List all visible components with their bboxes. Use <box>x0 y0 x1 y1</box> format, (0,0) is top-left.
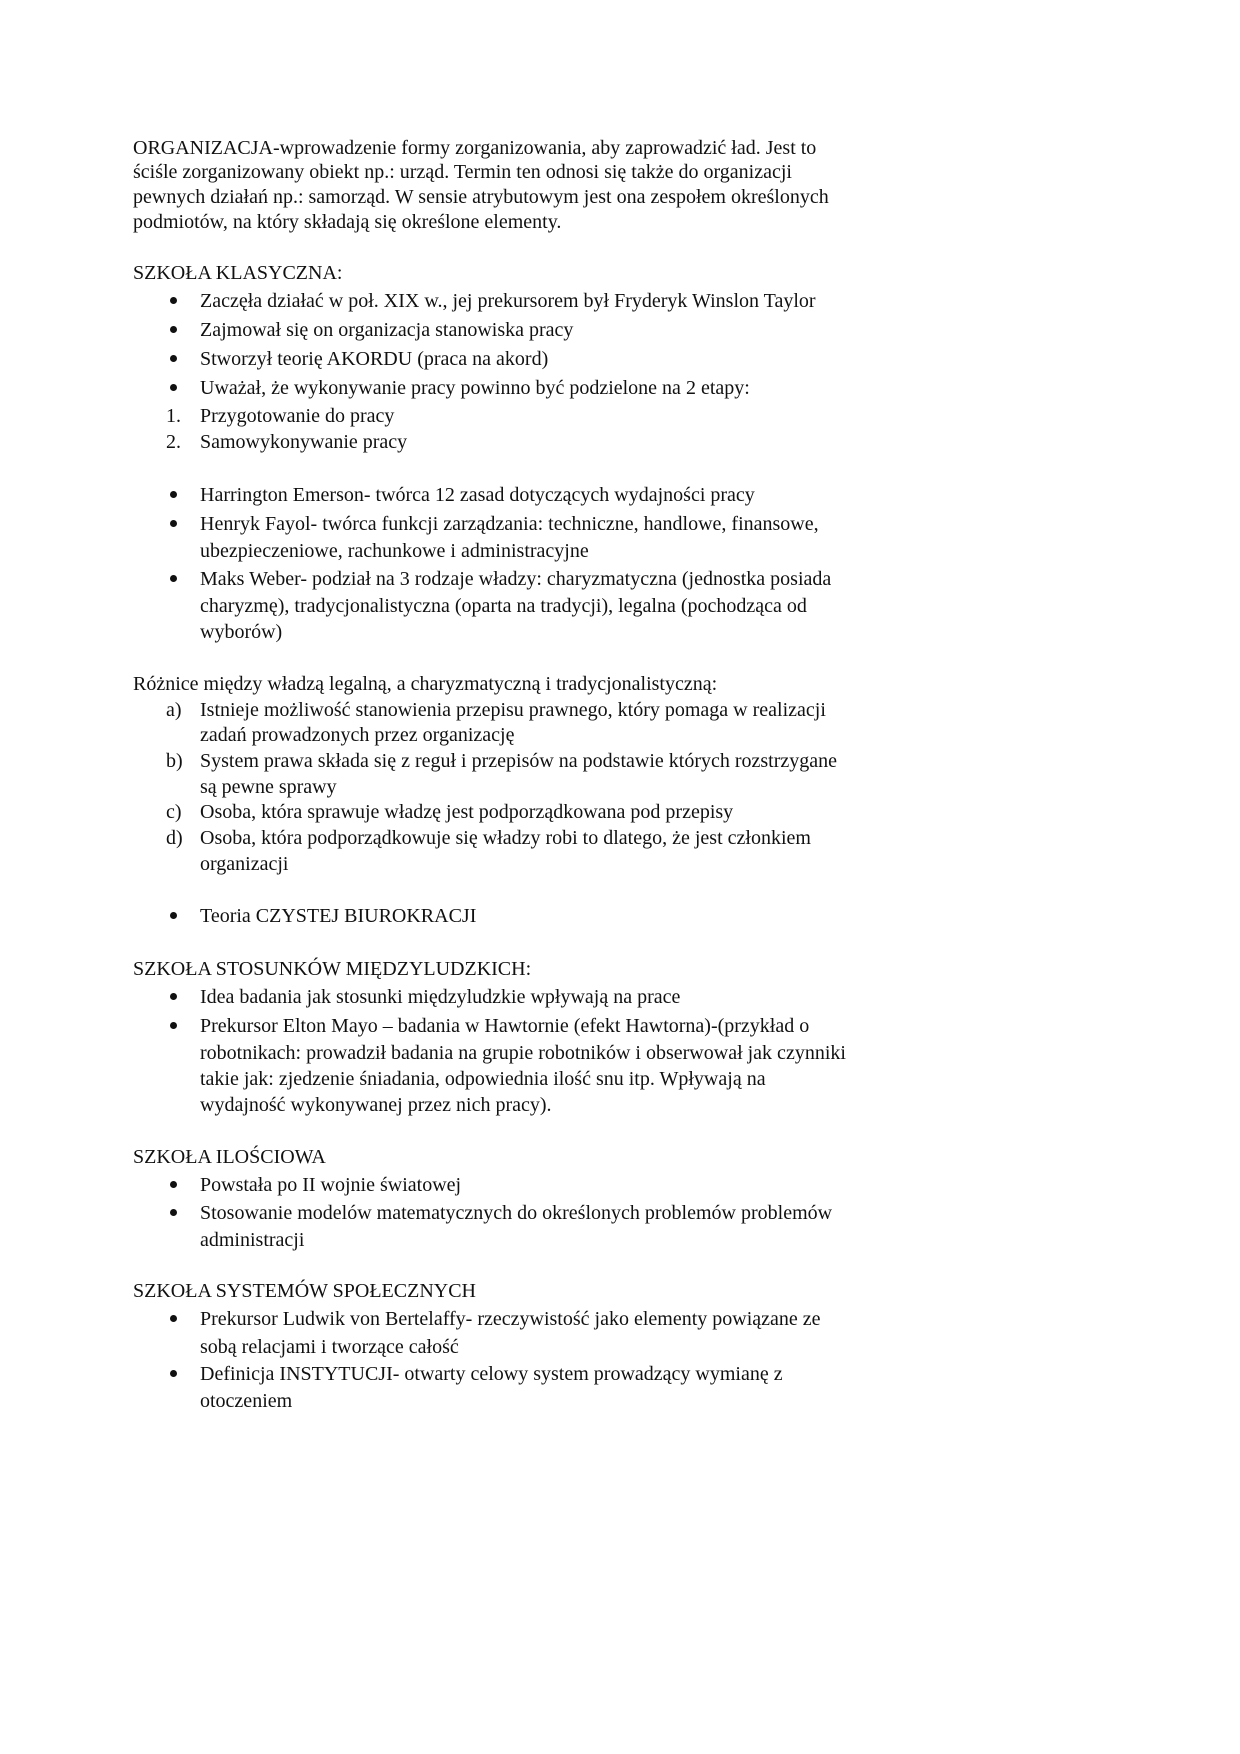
bullet-icon <box>170 384 177 391</box>
section-heading: Różnice między władzą legalną, a charyzmatyczną i tradycjonalistyczną: <box>133 673 718 695</box>
bullet-icon <box>170 993 177 1000</box>
list-item: Stworzył teorię AKORDU (praca na akord) <box>200 348 549 370</box>
bullet-icon <box>170 912 177 919</box>
list-item: Osoba, która podporządkowuje się władzy robi to dlatego, że jest członkiem <box>200 827 811 849</box>
list-item-continuation: charyzmę), tradycjonalistyczna (oparta na tradycji), legalna (pochodząca od <box>200 595 807 617</box>
list-item: Prekursor Elton Mayo – badania w Hawtornie (efekt Hawtorna)-(przykład o <box>200 1015 810 1037</box>
list-item: Henryk Fayol- twórca funkcji zarządzania: techniczne, handlowe, finansowe, <box>200 513 819 535</box>
list-marker: c) <box>166 801 182 823</box>
list-marker: 2. <box>166 431 181 453</box>
list-item-continuation: organizacji <box>200 853 289 875</box>
bullet-icon <box>170 1181 177 1188</box>
bullet-icon <box>170 1022 177 1029</box>
list-item-continuation: są pewne sprawy <box>200 776 337 798</box>
list-marker: 1. <box>166 405 181 427</box>
text-line: ściśle zorganizowany obiekt np.: urząd. Termin ten odnosi się także do organizacji <box>133 161 792 183</box>
list-item-continuation: wydajność wykonywanej przez nich pracy). <box>200 1094 552 1116</box>
section-heading: SZKOŁA STOSUNKÓW MIĘDZYLUDZKICH: <box>133 958 532 980</box>
list-marker: d) <box>166 827 183 849</box>
bullet-icon <box>170 326 177 333</box>
list-item: Istnieje możliwość stanowienia przepisu prawnego, który pomaga w realizacji <box>200 699 826 721</box>
list-item-continuation: takie jak: zjedzenie śniadania, odpowiednia ilość snu itp. Wpływają na <box>200 1068 766 1090</box>
bullet-icon <box>170 297 177 304</box>
list-item: Idea badania jak stosunki międzyludzkie wpływają na prace <box>200 986 681 1008</box>
list-item: Stosowanie modelów matematycznych do określonych problemów problemów <box>200 1202 833 1224</box>
list-item: Zaczęła działać w poł. XIX w., jej prekursorem był Fryderyk Winslon Taylor <box>200 290 816 312</box>
section-heading: SZKOŁA SYSTEMÓW SPOŁECZNYCH <box>133 1280 476 1302</box>
list-item-continuation: otoczeniem <box>200 1390 293 1412</box>
list-item: Zajmował się on organizacja stanowiska pracy <box>200 319 574 341</box>
bullet-icon <box>170 520 177 527</box>
bullet-icon <box>170 355 177 362</box>
list-item: Przygotowanie do pracy <box>200 405 395 427</box>
text-line: pewnych działań np.: samorząd. W sensie atrybutowym jest ona zespołem określonych <box>133 186 829 208</box>
list-item-continuation: robotnikach: prowadził badania na grupie robotników i obserwował jak czynniki <box>200 1042 846 1064</box>
section-heading: SZKOŁA KLASYCZNA: <box>133 262 343 284</box>
list-item-continuation: ubezpieczeniowe, rachunkowe i administracyjne <box>200 540 589 562</box>
bullet-icon <box>170 1370 177 1377</box>
text-line: ORGANIZACJA-wprowadzenie formy zorganizowania, aby zaprowadzić ład. Jest to <box>133 137 817 159</box>
bullet-icon <box>170 575 177 582</box>
list-item: Maks Weber- podział na 3 rodzaje władzy: charyzmatyczna (jednostka posiada <box>200 568 832 590</box>
list-item: Definicja INSTYTUCJI- otwarty celowy system prowadzący wymianę z <box>200 1363 783 1385</box>
list-item-continuation: wyborów) <box>200 621 283 643</box>
list-item-continuation: administracji <box>200 1229 305 1251</box>
list-marker: b) <box>166 750 183 772</box>
bullet-icon <box>170 1315 177 1322</box>
list-item: Samowykonywanie pracy <box>200 431 408 453</box>
bullet-icon <box>170 1209 177 1216</box>
list-item: System prawa składa się z reguł i przepisów na podstawie których rozstrzygane <box>200 750 838 772</box>
list-item: Osoba, która sprawuje władzę jest podporządkowana pod przepisy <box>200 801 734 823</box>
list-marker: a) <box>166 699 182 721</box>
section-heading: SZKOŁA ILOŚCIOWA <box>133 1146 326 1168</box>
list-item-continuation: zadań prowadzonych przez organizację <box>200 724 515 746</box>
list-item: Harrington Emerson- twórca 12 zasad dotyczących wydajności pracy <box>200 484 755 506</box>
list-item: Uważał, że wykonywanie pracy powinno być podzielone na 2 etapy: <box>200 377 750 399</box>
text-line: podmiotów, na który składają się określone elementy. <box>133 211 562 233</box>
bullet-icon <box>170 491 177 498</box>
list-item-continuation: sobą relacjami i tworzące całość <box>200 1336 459 1358</box>
list-item: Prekursor Ludwik von Bertelaffy- rzeczywistość jako elementy powiązane ze <box>200 1308 821 1330</box>
list-item: Powstała po II wojnie światowej <box>200 1174 462 1196</box>
list-item: Teoria CZYSTEJ BIUROKRACJI <box>200 905 477 927</box>
